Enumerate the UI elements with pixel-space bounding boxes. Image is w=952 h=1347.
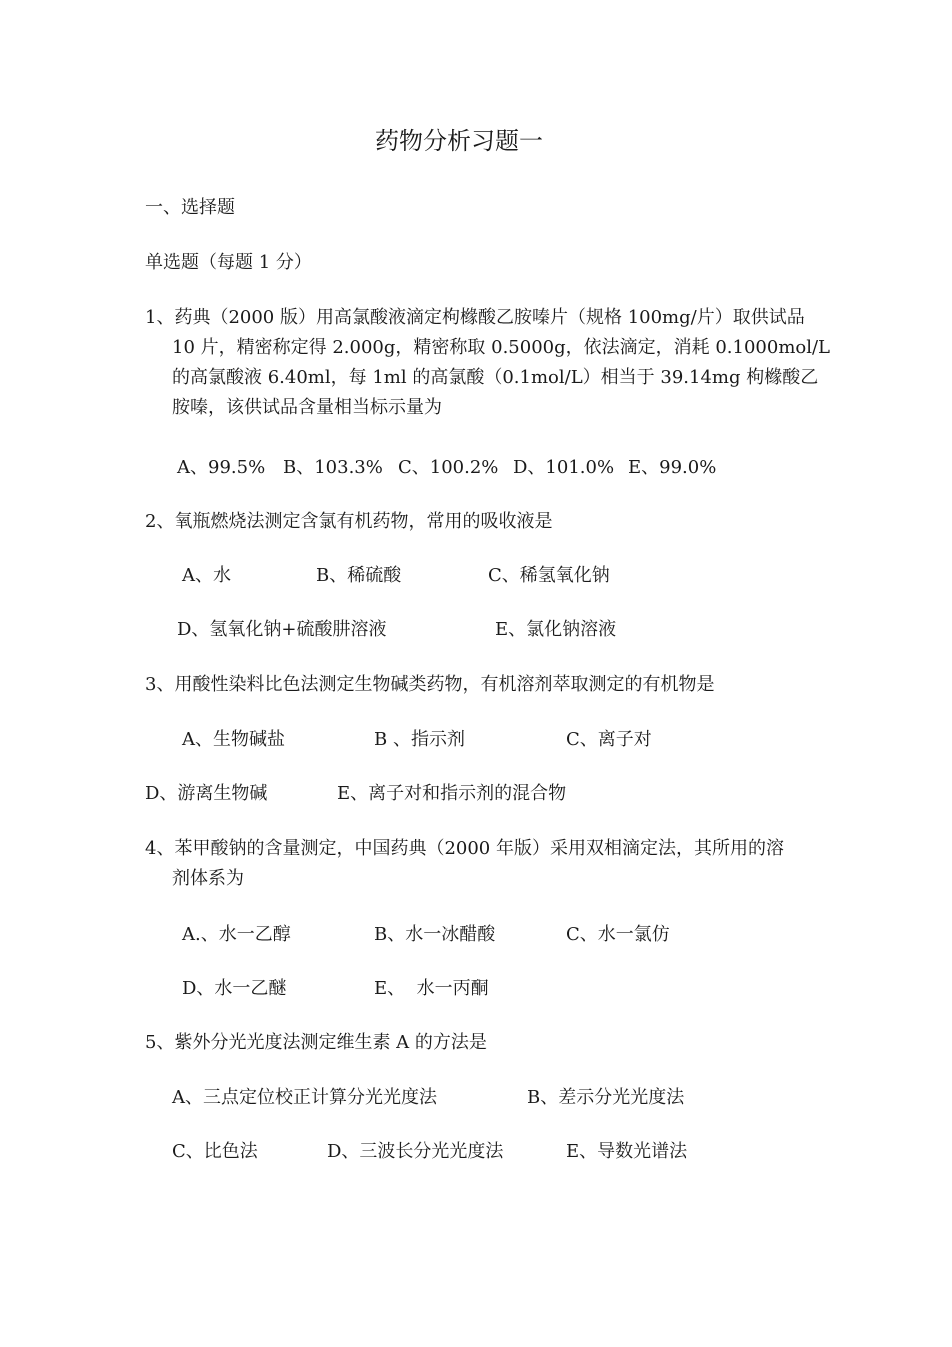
- question-2-option-b: B、稀硫酸: [316, 565, 402, 586]
- question-3-option-c: C、离子对: [566, 729, 652, 750]
- question-2-option-e: E、氯化钠溶液: [495, 619, 617, 640]
- question-3-option-e: E、离子对和指示剂的混合物: [337, 783, 567, 804]
- question-5-option-a: A、三点定位校正计算分光光度法: [172, 1087, 437, 1108]
- question-1-line-4: 胺嗪，该供试品含量相当标示量为: [172, 397, 442, 418]
- section-heading: 一、选择题: [145, 197, 235, 218]
- question-4-option-a: A.、水一乙醇: [182, 924, 291, 945]
- question-1-line-2: 10 片，精密称定得 2.000g，精密称取 0.5000g，依法滴定，消耗 0.1000mol/L: [172, 337, 831, 358]
- question-3-stem: 3、用酸性染料比色法测定生物碱类药物，有机溶剂萃取测定的有机物是: [145, 674, 715, 695]
- question-1-line-3: 的高氯酸液 6.40ml，每 1ml 的高氯酸（0.1mol/L）相当于 39.14mg 枸橼酸乙: [172, 367, 819, 388]
- question-4-option-d: D、水一乙醚: [182, 978, 287, 999]
- question-4-option-b: B、水一冰醋酸: [374, 924, 496, 945]
- question-2-option-a: A、水: [182, 565, 231, 586]
- question-4-line-2: 剂体系为: [172, 868, 244, 889]
- question-5-option-d: D、三波长分光光度法: [327, 1141, 504, 1162]
- question-2-option-d: D、氢氧化钠+硫酸肼溶液: [177, 619, 387, 640]
- question-5-option-c: C、比色法: [172, 1141, 258, 1162]
- question-5-stem: 5、紫外分光光度法测定维生素 A 的方法是: [145, 1032, 487, 1053]
- question-2-option-c: C、稀氢氧化钠: [488, 565, 610, 586]
- question-5-option-e: E、导数光谱法: [566, 1141, 688, 1162]
- question-4-line-1: 4、苯甲酸钠的含量测定，中国药典（2000 年版）采用双相滴定法，其所用的溶: [145, 838, 784, 859]
- page-title: 药物分析习题一: [375, 127, 543, 155]
- question-1-option-b: B、103.3%: [283, 457, 383, 478]
- question-1-option-c: C、100.2%: [398, 457, 499, 478]
- question-1-option-a: A、99.5%: [177, 457, 266, 478]
- question-3-option-b: B 、指示剂: [374, 729, 465, 750]
- subsection-heading: 单选题（每题 1 分）: [145, 252, 312, 273]
- question-5-option-b: B、差示分光光度法: [527, 1087, 685, 1108]
- question-4-option-c: C、水一氯仿: [566, 924, 670, 945]
- question-2-stem: 2、氧瓶燃烧法测定含氯有机药物，常用的吸收液是: [145, 511, 553, 532]
- question-1-option-e: E、99.0%: [628, 457, 717, 478]
- question-1-option-d: D、101.0%: [513, 457, 615, 478]
- question-1-line-1: 1、药典（2000 版）用高氯酸液滴定枸橼酸乙胺嗪片（规格 100mg/片）取供试品: [145, 307, 805, 328]
- question-3-option-a: A、生物碱盐: [182, 729, 285, 750]
- question-4-option-e: E、 水一丙酮: [374, 978, 489, 999]
- question-3-option-d: D、游离生物碱: [145, 783, 268, 804]
